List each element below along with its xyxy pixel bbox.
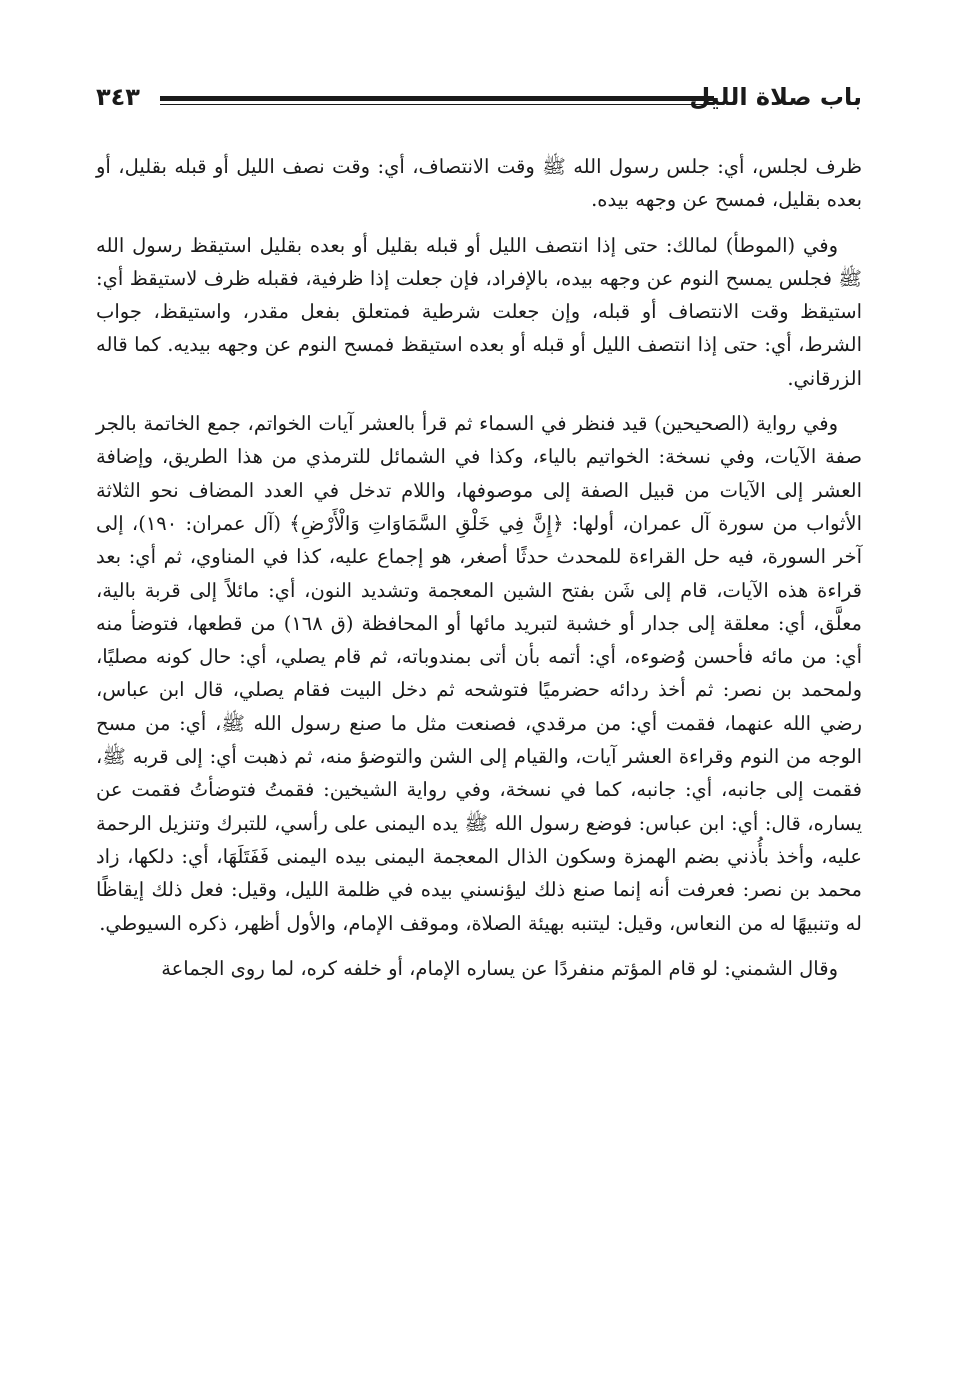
paragraph: ظرف لجلس، أي: جلس رسول الله ﷺ وقت الانتصاف، أي: وقت نصف الليل أو قبله بقليل، أو بعده بقليل، فمسح عن وجهه بيده.	[96, 155, 862, 212]
paragraph: وفي (الموطأ) لمالك: حتى إذا انتصف الليل أو قبله بقليل أو بعده بقليل استيقظ رسول الله ﷺ فجلس يمسح النوم عن وجهه بيده، بالإفراد، فإن جعلت إذا ظرفية، فقبله ظرف لاستيقظ أي: استيقظ وقت الانتصاف أو قبله، وإن جعلت شرطية فمتعلق بفعل مقدر، واستيقظ، جواب الشرط، أي: حتى إذا انتصف الليل أو قبله أو بعده استيقظ فمسح النوم عن وجهه بيديه. كما قاله الزرقاني.	[96, 233, 862, 390]
header-rule-thin	[160, 104, 714, 105]
page-number: ٣٤٣	[96, 83, 140, 111]
running-title: باب صلاة الليل	[689, 83, 862, 111]
paragraph: وفي رواية (الصحيحين) قيد فنظر في السماء ثم قرأ بالعشر آيات الخواتم، جمع الخاتمة بالجر صفة الآيات، وفي نسخة: الخواتيم بالياء، وكذا في الشمائل للترمذي من هذا الطريق، وإضافة العشر إلى الآيات من قبيل الصفة إلى موصوفها، واللام تدخل في العدد المضاف نحو الثلاثة الأثواب من سورة آل عمران، أولها: ﴿إِنَّ فِي خَلْقِ السَّمَاوَاتِ وَالْأَرْضِ﴾ (آل عمران: ١٩٠)، إلى آخر السورة، فيه حل القراءة للمحدث حدثًا أصغر، هو إجماع عليه، كذا في المناوي، ثم أي: بعد قراءة هذه الآيات، قام إلى شَن بفتح الشين المعجمة وتشديد النون، أي: مائلاً إلى قربة بالية، معلَّق، أي: معلقة إلى جدار أو خشبة لتبريد مائها أو المحافظة (ق ١٦٨) من قطعها، فتوضأ منه أي: من مائه فأحسن وُضوءه، أي: أتمه بأن أتى بمندوباته، ثم قام يصلي، أي: حال كونه مصليًا، ولمحمد بن نصر: ثم أخذ ردائه حضرميًا فتوشحه ثم دخل البيت فقام يصلي، قال ابن عباس، رضي الله عنهما، فقمت أي: من مرقدي، فصنعت مثل ما صنع رسول الله ﷺ، أي: من مسح الوجه من النوم وقراءة العشر آيات، والقيام إلى الشن والتوضؤ منه، ثم ذهبت أي: إلى قربه ﷺ، فقمت إلى جانبه، أي: جانبه، كما في نسخة، وفي رواية الشيخين: فقمتُ فتوضأتُ فقمت عن يساره، قال: أي: ابن عباس: فوضع رسول الله ﷺ يده اليمنى على رأسي، للتبرك وتنزيل الرحمة عليه، وأخذ بأُذني بضم الهمزة وسكون الذال المعجمة اليمنى بيده اليمنى فَفَتَلَهَا، أي: دلكها، زاد محمد بن نصر: فعرفت أنه إنما صنع ذلك ليؤنسني بيده في ظلمة الليل، وقيل: فعل ذلك إيقاظًا له وتنبيهًا له من النعاس، وقيل: ليتنبه بهيئة الصلاة، وموقف الإمام، والأول أظهر، ذكره السيوطي.	[96, 412, 862, 935]
paragraph: وقال الشمني: لو قام المؤتم منفردًا عن يساره الإمام، أو خلفه كره، لما روى الجماعة	[161, 956, 838, 980]
header-rule	[160, 96, 714, 101]
body-text	[96, 150, 862, 997]
page-header	[96, 82, 862, 114]
